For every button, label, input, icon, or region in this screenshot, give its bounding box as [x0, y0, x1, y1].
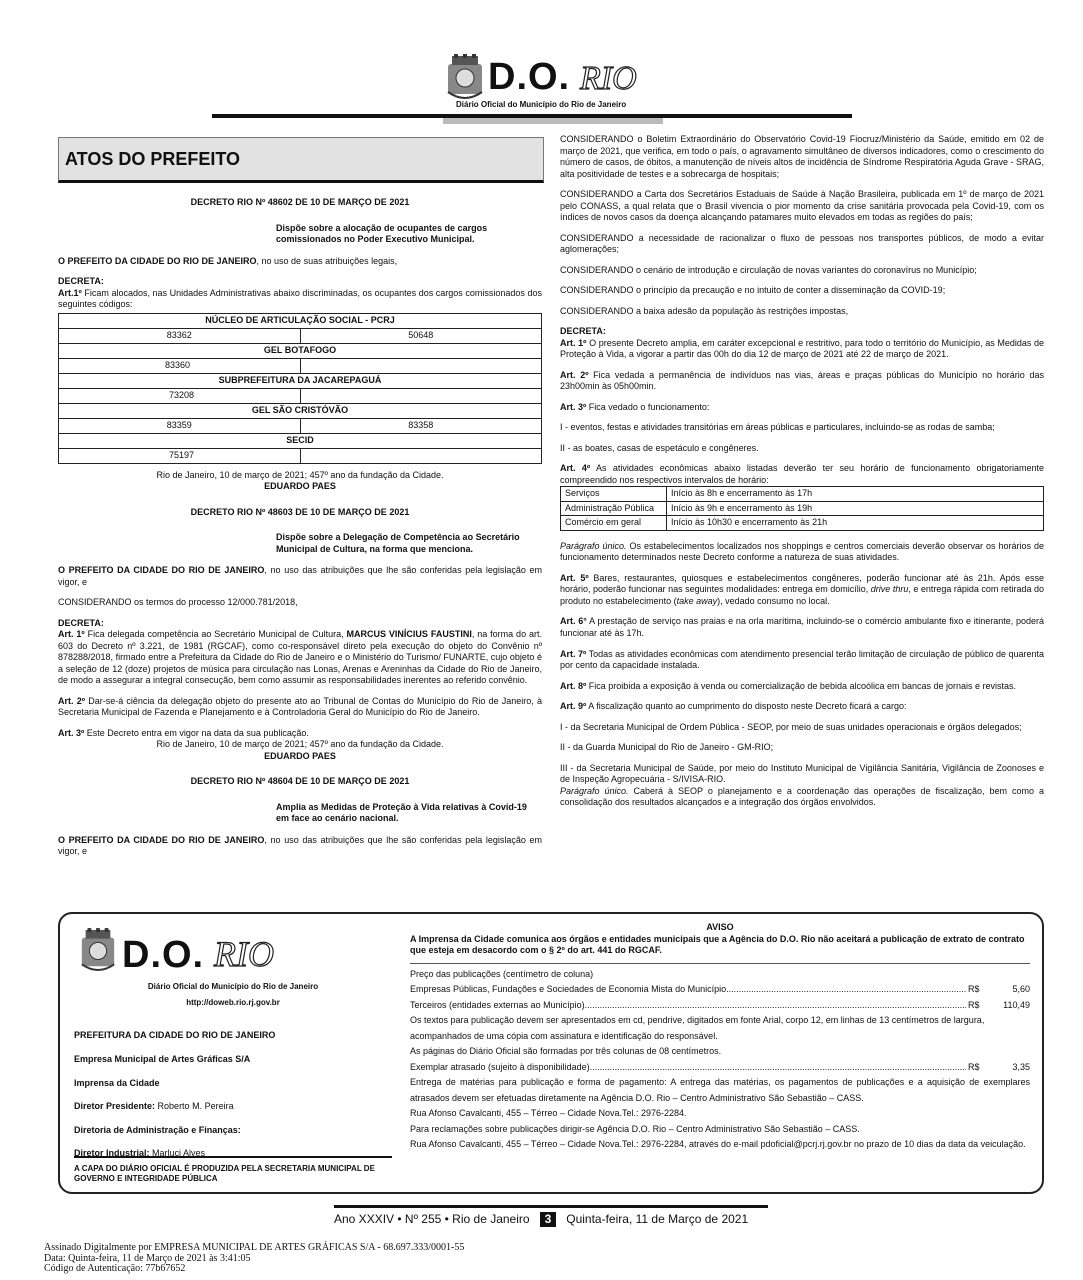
table-cell: 83359 [59, 418, 301, 433]
header-rule-shadow [443, 118, 663, 124]
decree2-ementa: Dispõe sobre a Delegação de Competência ao Secretário Municipal de Cultura, na forma que menciona. [276, 532, 520, 554]
table-cell: Início às 9h e encerramento às 19h [667, 501, 1044, 516]
considerando-5: CONSIDERANDO o princípio da precaução e no intuito de conter a disseminação da COVID-19; [560, 285, 946, 296]
table-cell [300, 358, 542, 373]
hours-table [560, 486, 1044, 531]
price-row-third: Terceiros (entidades externas ao Município) ..... R$ 110,49 [410, 998, 1030, 1014]
decree3-f3: III - da Secretaria Municipal de Saúde, por meio do Instituto Municipal de Vigilância Sanitária, Vigilância de Zoonoses e de Inspeção Agropecuária - S/IVISA-RIO. [560, 762, 1044, 785]
pages-note: As páginas do Diário Oficial são formadas por três colunas de 08 centímetros. [410, 1046, 722, 1057]
considerando-6: CONSIDERANDO a baixa adesão da população às restrições impostas, [560, 305, 849, 316]
table-cell: 83362 [59, 328, 301, 343]
decree1-intro: O PREFEITO DA CIDADE DO RIO DE JANEIRO, no uso de suas atribuições legais, [58, 255, 398, 266]
decree1-date: Rio de Janeiro, 10 de março de 2021; 457º ano da fundação da Cidade. [156, 469, 444, 480]
considerando-3: CONSIDERANDO a necessidade de racionalizar o fluxo de pessoas nos transportes públicos, de modo a evitar aglomerações; [560, 232, 1044, 255]
page-footer [334, 1212, 768, 1227]
table-cell: Comércio em geral [561, 516, 667, 531]
table-cell: Serviços [561, 487, 667, 502]
masthead-do: D.O. [122, 934, 205, 976]
decree3-inc1: I - eventos, festas e atividades transitórias em áreas públicas e particulares, incluindo-se as rodas de samba; [560, 422, 995, 433]
table-cell: Início às 10h30 e encerramento às 21h [667, 516, 1044, 531]
decree3-art7: Art. 7º Todas as atividades econômicas com atendimento presencial terão limitação de circulação de público de quarenta por cento da capacidade instalada. [560, 648, 1045, 671]
section-title: ATOS DO PREFEITO [65, 149, 241, 169]
allocation-table [58, 313, 542, 464]
table-cell: 83358 [300, 418, 542, 433]
city-coat-of-arms-logo [444, 54, 486, 100]
price-row-public: Empresas Públicas, Fundações e Sociedades de Economia Mista do Município ..... R$ 5,60 [410, 982, 1030, 998]
info-box-left [74, 922, 392, 1169]
decree3-art1: Art. 1º O presente Decreto amplia, em caráter excepcional e restritivo, para todo o território do Município, as Medidas de Proteção à Vida, a vigorar a partir das 00h do dia 12 de março de 2021 até 22 de março de 2021. [560, 337, 1044, 360]
signature-line-3: Código de Autenticação: 77b67652 [44, 1263, 186, 1274]
decree1-ementa: Dispõe sobre a alocação de ocupantes de cargos comissionados no Poder Executivo Municipal. [276, 222, 488, 245]
table-row [561, 487, 1044, 502]
decree2-date: Rio de Janeiro, 10 de março de 2021; 457º ano da fundação da Cidade. [156, 739, 444, 750]
info-box [58, 912, 1044, 1194]
decree1-title: DECRETO RIO Nº 48602 DE 10 DE MARÇO DE 2021 [190, 197, 410, 207]
masthead-subtitle: Diário Oficial do Município do Rio de Janeiro [456, 100, 627, 109]
considerando-1: CONSIDERANDO o Boletim Extraordinário do Observatório Covid-19 Fiocruz/Ministério da Saúde, emitido em 02 de março de 2021, que verifica, em todo o país, o agravamento simultâneo de diversos indicadores, como o crescimento do número de casos, de óbitos, a manutenção de níveis altos de incidência de Síndrome Respiratória Aguda Grave - SRAG, alta positividade de testes e a sobrecarga de hospitais; [560, 134, 1044, 179]
aviso-text: A Imprensa da Cidade comunica aos órgãos e entidades municipais que a Agência do D.O. Rio não aceitará a publicação de extrato de contrato que esteja em desacordo com o § 2º do art. 441 do RGCAF. [410, 933, 1025, 956]
box-director-industrial: Diretor Industrial: Marluci Alves [74, 1148, 206, 1159]
decree3-art9: Art. 9º A fiscalização quanto ao cumprimento do disposto neste Decreto ficará a cargo: [560, 701, 907, 712]
info-box-right [410, 922, 1030, 1153]
decree3-inc2: II - as boates, casas de espetáculo e congêneres. [560, 442, 759, 453]
footer-date: Quinta-feira, 11 de Março de 2021 [566, 1212, 749, 1226]
signature-line-2: Data: Quinta-feira, 11 de Março de 2021 às 3:41:05 [44, 1252, 251, 1264]
address-1: Rua Afonso Cavalcanti, 455 – Térreo – Cidade Nova.Tel.: 2976-2284. [410, 1108, 687, 1119]
decree3-ementa: Amplia as Medidas de Proteção à Vida relativas à Covid-19 em face ao cenário nacional. [276, 801, 527, 824]
table-header: GEL BOTAFOGO [59, 343, 542, 358]
decree2-title: DECRETO RIO Nº 48603 DE 10 DE MARÇO DE 2021 [190, 506, 410, 517]
decree3-art3: Art. 3º Fica vedado o funcionamento: [560, 401, 710, 412]
city-coat-of-arms-logo [78, 928, 118, 972]
box-director-admin: Diretoria de Administração e Finanças: [74, 1124, 241, 1135]
decree2-signature: EDUARDO PAES [264, 750, 336, 761]
decree2-art1: Art. 1º Fica delegada competência ao Secretário Municipal de Cultura, MARCUS VINÍCIUS FAUSTINI, na forma do art. 603 do Decreto nº 3.221, de 1981 (RGCAF), como co-responsável direto pela execução do objeto do Convênio nº 878288/2018, firmado entre a Prefeitura da Cidade do Rio de Janeiro e o Ministério do Turismo/ FUNARTE, cujo objeto é a seleção de 12 (doze) projetos de música para circulação nas Lonas, Arenas e Areninhas da Cidade do Rio de Janeiro, de modo a assegurar a integral consecução, bem como assumir as responsabilidades inerentes ao referido convênio. [58, 629, 542, 686]
decree1-art1: Art.1º Ficam alocados, nas Unidades Administrativas abaixo discriminadas, os ocupantes dos cargos comissionados dos seguintes códigos: [58, 287, 542, 310]
table-header: SUBPREFEITURA DA JACAREPAGUÁ [59, 373, 542, 388]
table-cell: 75197 [59, 448, 301, 463]
address-2: Rua Afonso Cavalcanti, 455 – Térreo – Cidade Nova.Tel.: 2976-2284, através do e-mail pdoficial@pcrj.rj.gov.br no prazo de 10 dias da data da veiculação. [410, 1139, 1026, 1150]
table-cell: 83360 [59, 358, 301, 373]
box-org3: Imprensa da Cidade [74, 1077, 160, 1088]
table-cell: 50648 [300, 328, 542, 343]
left-column [58, 137, 542, 867]
decree1-decreta: DECRETA: [58, 276, 104, 287]
masthead-rio: RIO [580, 60, 637, 97]
box-capa-note: A CAPA DO DIÁRIO OFICIAL É PRODUZIDA PELA SECRETARIA MUNICIPAL DE GOVERNO E INTEGRIDADE PÚBLICA [74, 1156, 392, 1184]
table-row [561, 501, 1044, 516]
digital-signature-block [44, 1243, 464, 1275]
small-masthead [74, 922, 392, 980]
decree2-intro: O PREFEITO DA CIDADE DO RIO DE JANEIRO, no uso das atribuições que lhe são conferidas pela legislação em vigor, e [58, 565, 542, 587]
footer-edition: Ano XXXIV • Nº 255 • Rio de Janeiro [334, 1212, 530, 1226]
table-cell: Administração Pública [561, 501, 667, 516]
signature-line-1: Assinado Digitalmente por EMPRESA MUNICIPAL DE ARTES GRÁFICAS S/A - 68.697.333/0001-55 [44, 1242, 465, 1253]
considerando-4: CONSIDERANDO o cenário de introdução e circulação de novas variantes do coronavírus no Município; [560, 264, 977, 275]
table-header: NÚCLEO DE ARTICULAÇÃO SOCIAL - PCRJ [59, 313, 542, 328]
table-header: GEL SÃO CRISTÓVÃO [59, 403, 542, 418]
box-director-president: Diretor Presidente: Roberto M. Pereira [74, 1101, 234, 1112]
decree3-par-unico: Parágrafo único. Os estabelecimentos localizados nos shoppings e centros comerciais deverão observar os horários de funcionamento determinados neste Decreto conforme a natureza de suas atividades. [560, 540, 1044, 563]
considerando-2: CONSIDERANDO a Carta dos Secretários Estaduais de Saúde à Nação Brasileira, publicada em 1º de março de 2021 pelo CONASS, a qual relata que o Brasil vivencia o pior momento da crise sanitária provocada pela Covid-19, com os índices de novos casos da doença alcançando patamares muito elevados em todas as regiões do país; [560, 189, 1044, 223]
decree3-art2: Art. 2º Fica vedada a permanência de indivíduos nas vias, áreas e praças públicas do Município no horário das 23h00min às 05h00min. [560, 369, 1044, 392]
footer-rule [334, 1205, 768, 1208]
masthead-do: D.O. [488, 56, 571, 98]
decree3-par-unico-2: Parágrafo único. Caberá à SEOP o planejamento e a coordenação das operações de fiscalização, bem como a consolidação dos resultados alcançados e a integração dos órgãos envolvidos. [560, 785, 1044, 808]
delivery-note: Entrega de matérias para publicação e forma de pagamento: A entrega das matérias, os pagamentos de publicações e a aquisição de exemplares atrasados devem ser efetuadas diretamente na Agência D.O. Rio – Centro Administrativo São Sebastião – CASS. [410, 1077, 1030, 1103]
decree3-intro: O PREFEITO DA CIDADE DO RIO DE JANEIRO, no uso das atribuições que lhe são conferidas pela legislação em vigor, e [58, 834, 542, 857]
decree3-f1: I - da Secretaria Municipal de Ordem Pública - SEOP, por meio de suas unidades operacionais e órgãos delegados; [560, 721, 1022, 732]
decree3-art5: Art. 5º Bares, restaurantes, quiosques e estabelecimentos congêneres, poderão funcionar até às 21h. Após esse horário, poderão funcionar nas seguintes modalidades: entrega em domicílio, drive thru, e entrega rápida com retirada do produto no estabelecimento (take away), vedado consumo no local. [560, 572, 1044, 606]
decree2-art3: Art. 3º Este Decreto entra em vigor na data da sua publicação. [58, 727, 309, 738]
table-cell [300, 448, 542, 463]
section-header [58, 137, 544, 183]
table-cell: Início às 8h e encerramento às 17h [667, 487, 1044, 502]
table-cell [300, 388, 542, 403]
decree3-f2: II - da Guarda Municipal do Rio de Janeiro - GM-RIO; [560, 742, 774, 753]
decree3-decreta: DECRETA: [560, 326, 606, 337]
page-number: 3 [540, 1212, 557, 1227]
decree2-decreta: DECRETA: [58, 617, 104, 628]
right-column [560, 134, 1044, 809]
box-org1: PREFEITURA DA CIDADE DO RIO DE JANEIRO [74, 1030, 276, 1041]
masthead [440, 50, 660, 110]
texts-note: Os textos para publicação devem ser apresentados em cd, pendrive, digitados em fonte Arial, corpo 12, em linhas de 13 centímetros de largura, acompanhados de uma cópia com assinatura e identificação do responsável. [410, 1015, 985, 1041]
price-header: Preço das publicações (centímetro de coluna) [410, 968, 594, 979]
decree3-title: DECRETO RIO Nº 48604 DE 10 DE MARÇO DE 2021 [190, 776, 410, 787]
decree1-signature: EDUARDO PAES [264, 481, 336, 492]
aviso-title: AVISO [706, 922, 734, 932]
complaints-note: Para reclamações sobre publicações dirigir-se Agência D.O. Rio – Centro Administrativo São Sebastião – CASS. [410, 1123, 860, 1134]
decree3-art8: Art. 8º Fica proibida a exposição à venda ou comercialização de bebida alcoólica em bancas de jornais e revistas. [560, 680, 1017, 691]
box-url-link[interactable]: http://doweb.rio.rj.gov.br [186, 998, 280, 1008]
decree2-considerando: CONSIDERANDO os termos do processo 12/000.781/2018, [58, 597, 298, 608]
table-row [561, 516, 1044, 531]
decree3-art4: Art. 4º As atividades econômicas abaixo listadas deverão ter seu horário de funcionamento obrigatoriamente compreendido nos respectivos intervalos de horário: [560, 463, 1044, 485]
table-cell: 73208 [59, 388, 301, 403]
decree2-art2: Art. 2º Dar-se-á ciência da delegação objeto do presente ato ao Tribunal de Contas do Município do Rio de Janeiro, à Secretaria Municipal de Fazenda e Planejamento e à Controladoria Geral do Município do Rio de Janeiro. [58, 695, 542, 718]
price-row-back-issue: Exemplar atrasado (sujeito à disponibilidade) ..... R$ 3,35 [410, 1060, 1030, 1076]
table-header: SECID [59, 433, 542, 448]
decree3-art6: Art. 6° A prestação de serviço nas praias e na orla marítima, incluindo-se o comércio ambulante fixo e itinerante, poderá funcionar até às 17h. [560, 616, 1044, 638]
masthead-rio: RIO [214, 934, 274, 974]
box-subtitle: Diário Oficial do Município do Rio de Janeiro [147, 982, 319, 991]
box-org2: Empresa Municipal de Artes Gráficas S/A [74, 1053, 251, 1064]
